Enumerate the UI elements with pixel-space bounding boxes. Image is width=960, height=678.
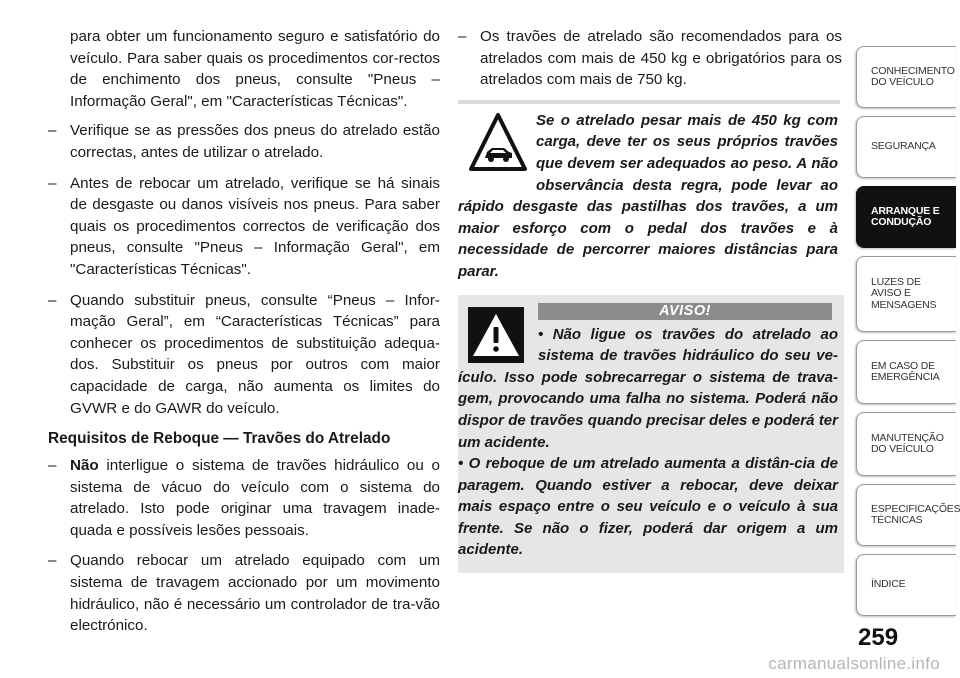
dash-marker: –	[48, 291, 57, 309]
list-item	[48, 173, 440, 281]
list-item	[48, 120, 440, 163]
watermark: carmanualsonline.info	[768, 654, 940, 673]
list-item	[48, 550, 440, 636]
tab-em-caso-de-emergencia[interactable]: EM CASO DE EMERGÊNCIA	[856, 340, 956, 404]
left-column	[48, 26, 440, 646]
list-item-bold: Não	[70, 457, 99, 475]
tab-especificacoes-tecnicas[interactable]: ESPECIFICAÇÕES TÉCNICAS	[856, 484, 956, 546]
tab-arranque-e-conducao[interactable]: ARRANQUE E CONDUÇÃO	[856, 186, 956, 248]
caution-text: Se o atrelado pesar mais de 450 kg com carga, deve ter os seus próprios travões que devem ser adequados ao peso. A não observância desta regra, pode levar ao rápido desgaste das pastilhas dos travões, a um maior esforço com o pedal dos travões e à necessidade de percorrer maiores distâncias para parar.	[458, 111, 838, 280]
dash-marker: –	[48, 174, 57, 192]
tab-conhecimento-do-veiculo[interactable]: CONHECIMENTO DO VEÍCULO	[856, 46, 956, 108]
caution-car-icon	[468, 112, 528, 174]
list-item	[458, 26, 842, 91]
chapter-tabs	[856, 0, 960, 678]
list-item-text: Quando substituir pneus, consulte “Pneus – Infor-mação Geral”, em “Características Técnicas” para conhecer os procedimentos de substituição adequa-dos. Substituir os pneus por outros com maior capacidade de carga, não aumenta os limites do GVWR e do GAWR do veículo.	[70, 291, 440, 417]
list-item	[48, 455, 440, 541]
tab-seguranca[interactable]: SEGURANÇA	[856, 116, 956, 178]
list-item-text: Verifique se as pressões dos pneus do atrelado estão correctas, antes de utilizar o atrelado.	[70, 122, 440, 161]
right-column	[458, 26, 842, 573]
dash-marker: –	[48, 122, 57, 140]
dash-marker: –	[458, 28, 467, 45]
list-item-text: interligue o sistema de travões hidráulico ou o sistema de vácuo do veículo com o sistema do atrelado. Isto pode originar uma travagem inade-quada e possíveis lesões pessoais.	[70, 457, 440, 539]
warning-bullet: • Não ligue os travões do atrelado ao sistema de travões hidráulico do seu ve-ículo. Isso pode sobrecarregar o sistema de trava-gem, provocando uma falha no sistema. Poderá não dispor de travões quando precisar deles e poderá ter um acidente.	[458, 325, 838, 451]
intro-paragraph: para obter um funcionamento seguro e satisfatório do veículo. Para saber quais os procedimentos cor-rectos de enchimento dos pneus, consulte "Pneus – Informação Geral", em "Características Técnicas".	[70, 28, 440, 110]
list-item	[48, 290, 440, 420]
list-item-text: Antes de rebocar um atrelado, verifique se há sinais de desgaste ou danos visíveis nos pneus. Para saber quais os procedimentos correctos de verificação dos pneus, consulte "Pneus – Informação Geral", em "Características Técnicas".	[70, 174, 440, 278]
divider	[458, 100, 840, 104]
tab-luzes-de-aviso[interactable]: LUZES DE AVISO E MENSAGENS	[856, 256, 956, 332]
list-item-text: Os travões de atrelado são recomendados para os atrelados com mais de 450 kg e obrigatórios para os atrelados com mais de 750 kg.	[480, 28, 842, 89]
warning-title: AVISO!	[538, 303, 832, 320]
list-item-text: Quando rebocar um atrelado equipado com um sistema de travagem accionado por um movimento hidráulico, não é necessário um controlador de tra-vão electrónico.	[70, 552, 440, 635]
warning-box	[458, 295, 844, 574]
section-heading: Requisitos de Reboque — Travões do Atrelado	[48, 430, 391, 448]
page-number: 259	[858, 624, 899, 651]
warning-triangle-icon	[468, 307, 524, 363]
tab-manutencao-do-veiculo[interactable]: MANUTENÇÃO DO VEÍCULO	[856, 412, 956, 476]
warning-bullet: • O reboque de um atrelado aumenta a distân-cia de paragem. Quando estiver a rebocar, deve deixar mais espaço entre o seu veículo e o veículo à sua frente. Se não o fizer, poderá dar origem a um acidente.	[458, 455, 838, 559]
dash-marker: –	[48, 457, 57, 475]
caution-note	[458, 110, 842, 283]
tab-indice[interactable]: ÍNDICE	[856, 554, 956, 616]
dash-marker: –	[48, 552, 57, 570]
